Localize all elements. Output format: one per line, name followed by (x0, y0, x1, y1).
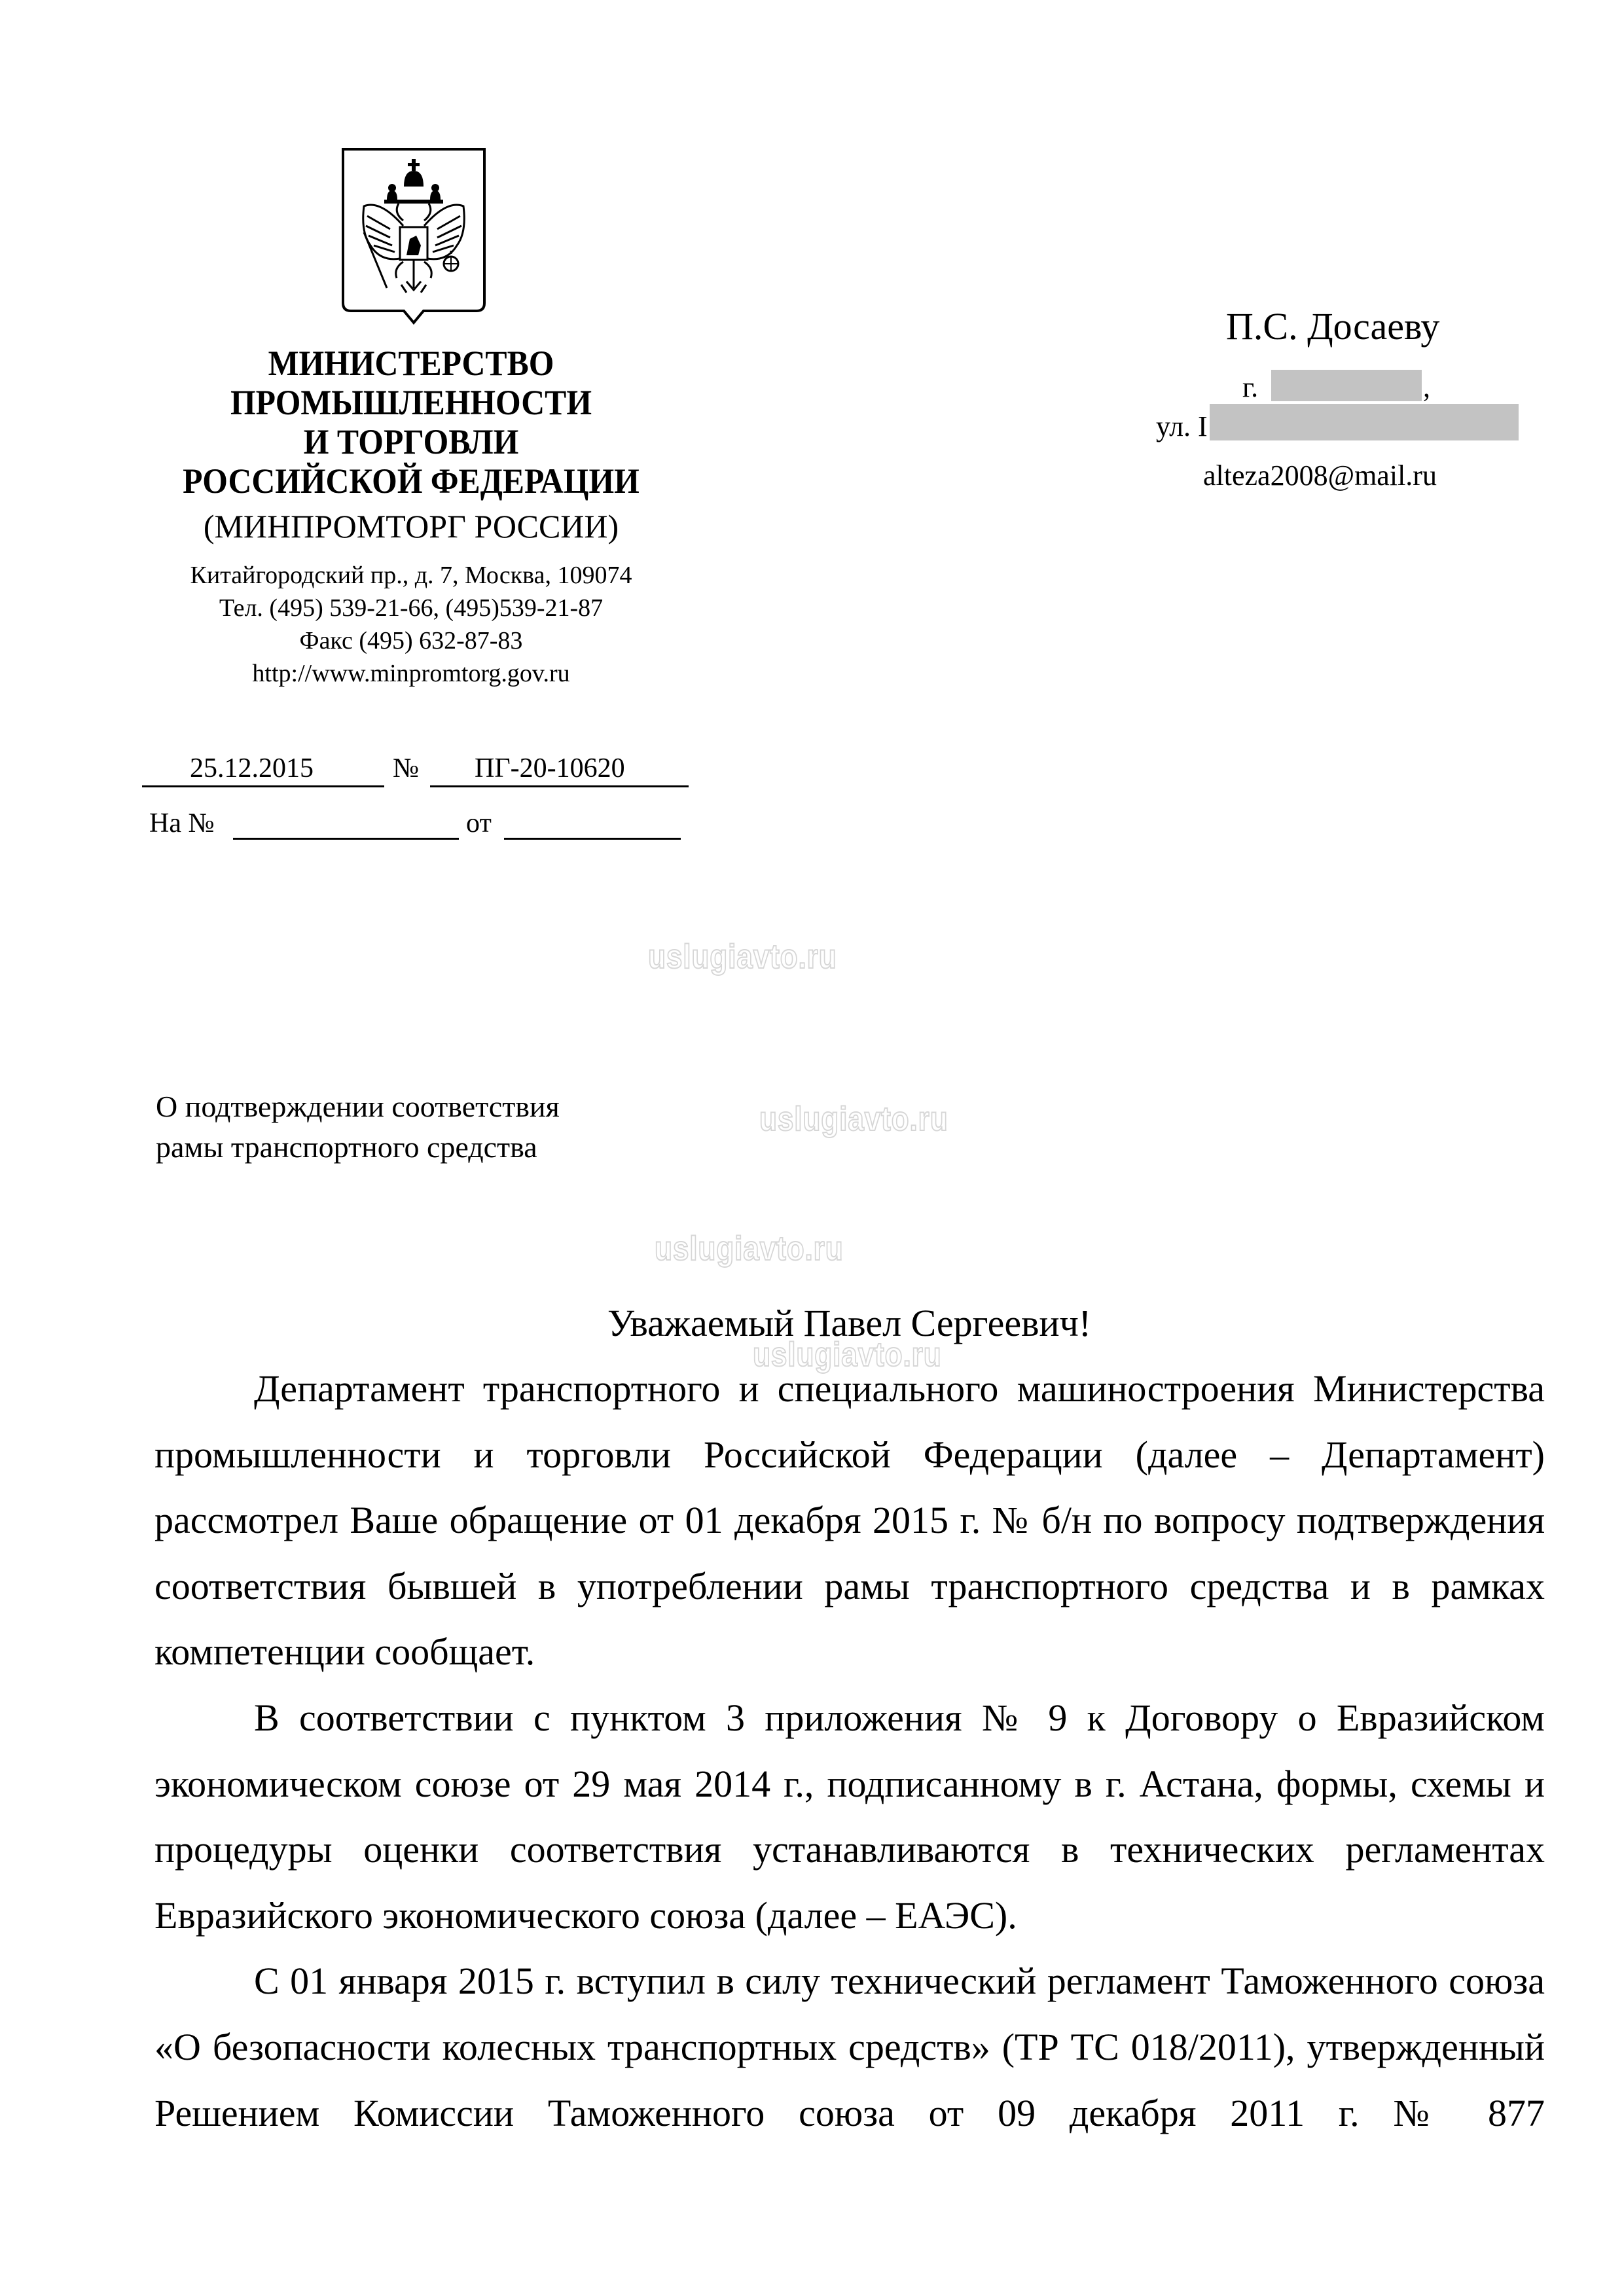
ministry-name-line-3: И ТОРГОВЛИ (303, 422, 519, 461)
watermark: uslugiavto.ru (648, 938, 837, 976)
watermark: uslugiavto.ru (759, 1100, 948, 1138)
reply-to-underline (233, 838, 459, 840)
ministry-name-line-4: РОССИЙСКОЙ ФЕДЕРАЦИИ (183, 461, 640, 501)
letter-body (154, 1356, 1545, 2146)
ministry-phone: Тел. (495) 539-21-66, (495)539-21-87 (219, 594, 604, 622)
redacted-street (1210, 404, 1519, 440)
ministry-abbreviation: (МИНПРОМТОРГ РОССИИ) (203, 508, 619, 545)
body-paragraph: В соответствии с пунктом 3 приложения № 9 к Договору о Евразийском экономическом союзе от 29 мая 2014 г., подписанному в г. Астана, формы, схемы и процедуры оценки соответствия устанавливаются в технических регламентах Евразийского экономического союза (далее – ЕАЭС). (154, 1696, 1545, 1937)
body-paragraph: Департамент транспортного и специального машиностроения Министерства промышленности и торговли Российской Федерации (далее – Департамент) рассмотрел Ваше обращение от 01 декабря 2015 г. № б/н по вопросу подтверждения соответствия бывшей в употреблении рамы транспортного средства и в рамках компетенции сообщает. (154, 1367, 1545, 1674)
number-underline (430, 785, 689, 787)
number-sign: № (393, 753, 420, 783)
reply-to-label: На № (149, 808, 215, 838)
addressee-street-prefix: ул. І (1156, 410, 1208, 442)
addressee-city-prefix: г. (1242, 371, 1259, 403)
from-label: от (466, 808, 492, 838)
watermark: uslugiavto.ru (753, 1336, 942, 1374)
body-paragraph: С 01 января 2015 г. вступил в силу технический регламент Таможенного союза «О безопасности колесных транспортных средств» (ТР ТС 018/2011), утвержденный Решением Комиссии Таможенного союза от 09 декабря 2011 г. № 877 (154, 1960, 1545, 2134)
subject-line-2: рамы транспортного средства (156, 1130, 537, 1164)
addressee-email: alteza2008@mail.ru (1203, 459, 1437, 492)
letter-number: ПГ-20-10620 (475, 753, 625, 783)
ministry-fax: Факс (495) 632-87-83 (299, 627, 523, 655)
ministry-name-line-2: ПРОМЫШЛЕННОСТИ (230, 383, 592, 422)
date-underline (142, 785, 384, 787)
coat-of-arms-icon (341, 147, 486, 325)
addressee-name: П.С. Досаеву (1226, 305, 1440, 348)
addressee-city-comma: , (1423, 371, 1430, 403)
ministry-address: Китайгородский пр., д. 7, Москва, 109074 (190, 562, 632, 589)
redacted-city (1271, 370, 1422, 401)
ministry-name-line-1: МИНИСТЕРСТВО (268, 344, 554, 383)
watermark: uslugiavto.ru (655, 1230, 844, 1268)
salutation: Уважаемый Павел Сергеевич! (607, 1302, 1092, 1344)
letter-date: 25.12.2015 (190, 753, 314, 783)
ministry-website: http://www.minpromtorg.gov.ru (252, 660, 570, 687)
subject-line-1: О подтверждении соответствия (156, 1090, 560, 1123)
from-underline (504, 838, 681, 840)
